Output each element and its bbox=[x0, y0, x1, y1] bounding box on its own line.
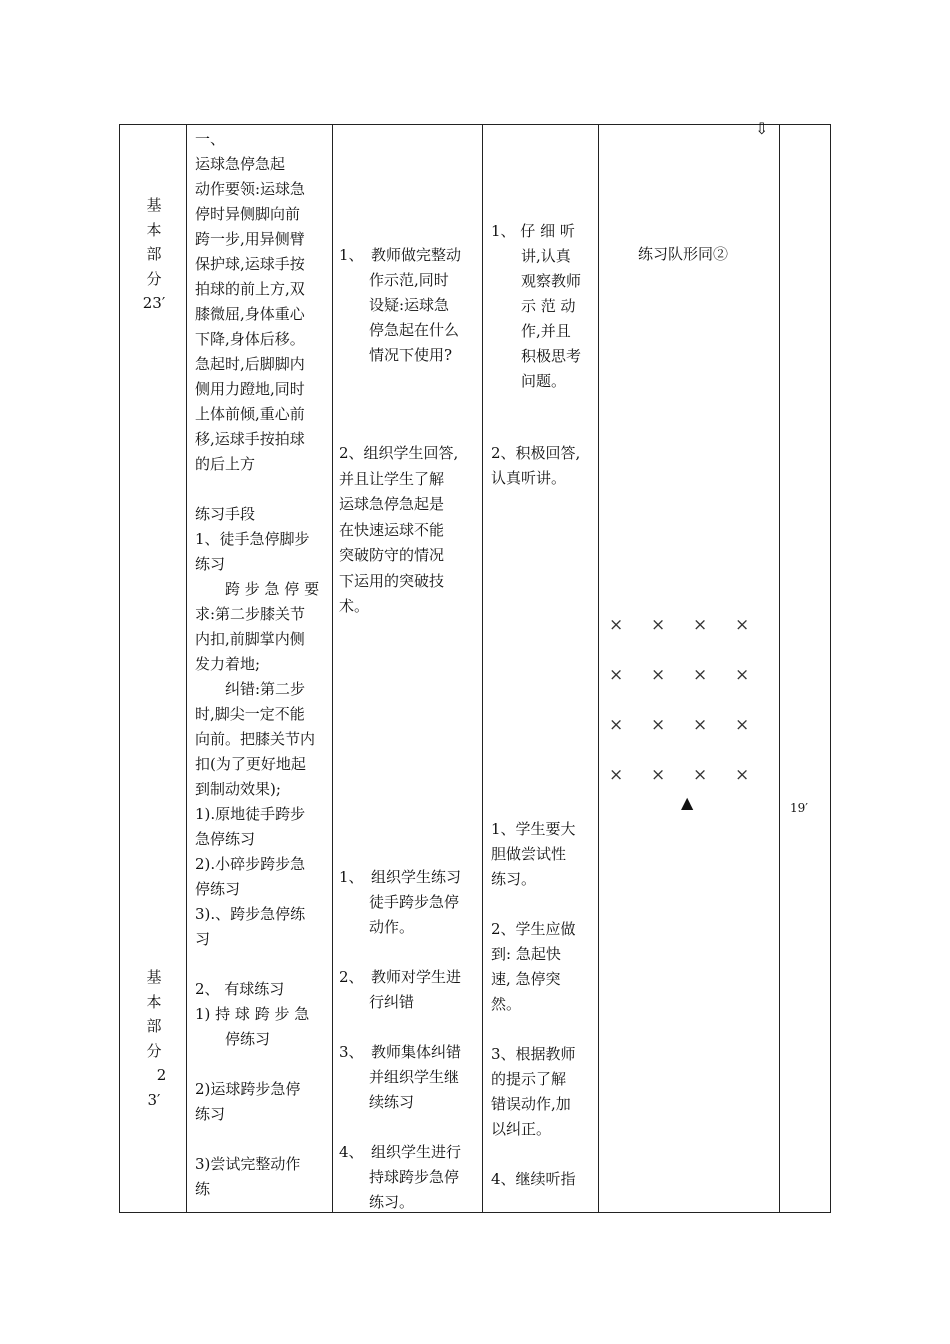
teacher-activity-3: 1、 组织学生练习 徒手跨步急停 动作。 2、 教师对学生进 行纠错 3、 教师集体纠错 并组织学生继 续练习 4、 组织学生进行 持球跨步急停 练习。 bbox=[339, 868, 462, 1211]
teacher-activity-1: 1、 教师做完整动 作示范,同时 设疑:运球急 停急起在什么 情况下使用? bbox=[339, 246, 462, 364]
student-position-mark: × bbox=[735, 665, 750, 685]
time-allotment: 19′ bbox=[790, 801, 808, 815]
teacher-marker-icon: ▲ bbox=[681, 793, 694, 812]
student-position-mark: × bbox=[609, 765, 624, 785]
column-divider bbox=[332, 125, 333, 1212]
column-divider bbox=[598, 125, 599, 1212]
column-divider bbox=[186, 125, 187, 1212]
student-position-mark: × bbox=[693, 615, 708, 635]
student-position-mark: × bbox=[609, 715, 624, 735]
student-activity-2: 2、积极回答, 认真听讲。 bbox=[491, 444, 581, 487]
column-divider bbox=[482, 125, 483, 1212]
down-arrow-icon: ⇩ bbox=[755, 119, 769, 138]
student-activity-3: 1、学生要大 胆做尝试性 练习。 2、学生应做 到: 急起快 速, 急停突 然。 3、根据教师 的提示了解 错误动作,加 以纠正。 4、继续听指 bbox=[491, 820, 576, 1188]
student-position-mark: × bbox=[693, 765, 708, 785]
content-column-text: 一、 运球急停急起 动作要领:运球急 停时异侧脚向前 跨一步,用异侧臂 保护球,运球手按 拍球的前上方,双 膝微屈,身体重心 下降,身体后移。 急起时,后脚脚内 侧用力蹬地,同时 上体前倾,重心前 移,运球手按拍球 的后上方 练习手段 1、徒手急停脚步 练习 跨 步 急 停 要 求:第二步膝关节 内扣,前脚掌内侧 发力着地; 纠错:第二步 时,脚尖一定不能 向前。把膝关节内 扣(为了更好地起 到制动效果); 1).原地徒手跨步 急停练习 2).小碎步跨步急 停练习 3).、跨步急停练 习 2、 有球练习 1) 持 球 跨 步 急 停练习 2)运球跨步急停 练习 3)尝试完整动作 练 bbox=[195, 130, 320, 1198]
student-position-mark: × bbox=[651, 615, 666, 635]
section-label-bottom: 基 本 部 分 2 3′ bbox=[146, 968, 167, 1109]
formation-label: 练习队形同② bbox=[638, 245, 729, 263]
student-position-mark: × bbox=[693, 715, 708, 735]
student-position-mark: × bbox=[735, 765, 750, 785]
student-position-mark: × bbox=[651, 665, 666, 685]
student-position-mark: × bbox=[609, 615, 624, 635]
teacher-activity-2: 2、组织学生回答, 并且让学生了解 运球急停急起是 在快速运球不能 突破防守的情况 下运用的突破技 术。 bbox=[339, 444, 459, 615]
student-position-mark: × bbox=[651, 765, 666, 785]
student-activity-1: 1、 仔 细 听 讲,认真 观察教师 示 范 动 作,并且 积极思考 问题。 bbox=[491, 222, 582, 390]
section-label-top: 基 本 部 分 23′ bbox=[142, 196, 166, 312]
student-position-mark: × bbox=[609, 665, 624, 685]
student-position-mark: × bbox=[735, 615, 750, 635]
lesson-plan-table bbox=[119, 119, 831, 1213]
student-position-mark: × bbox=[651, 715, 666, 735]
column-divider bbox=[779, 125, 780, 1212]
student-position-mark: × bbox=[693, 665, 708, 685]
student-position-mark: × bbox=[735, 715, 750, 735]
